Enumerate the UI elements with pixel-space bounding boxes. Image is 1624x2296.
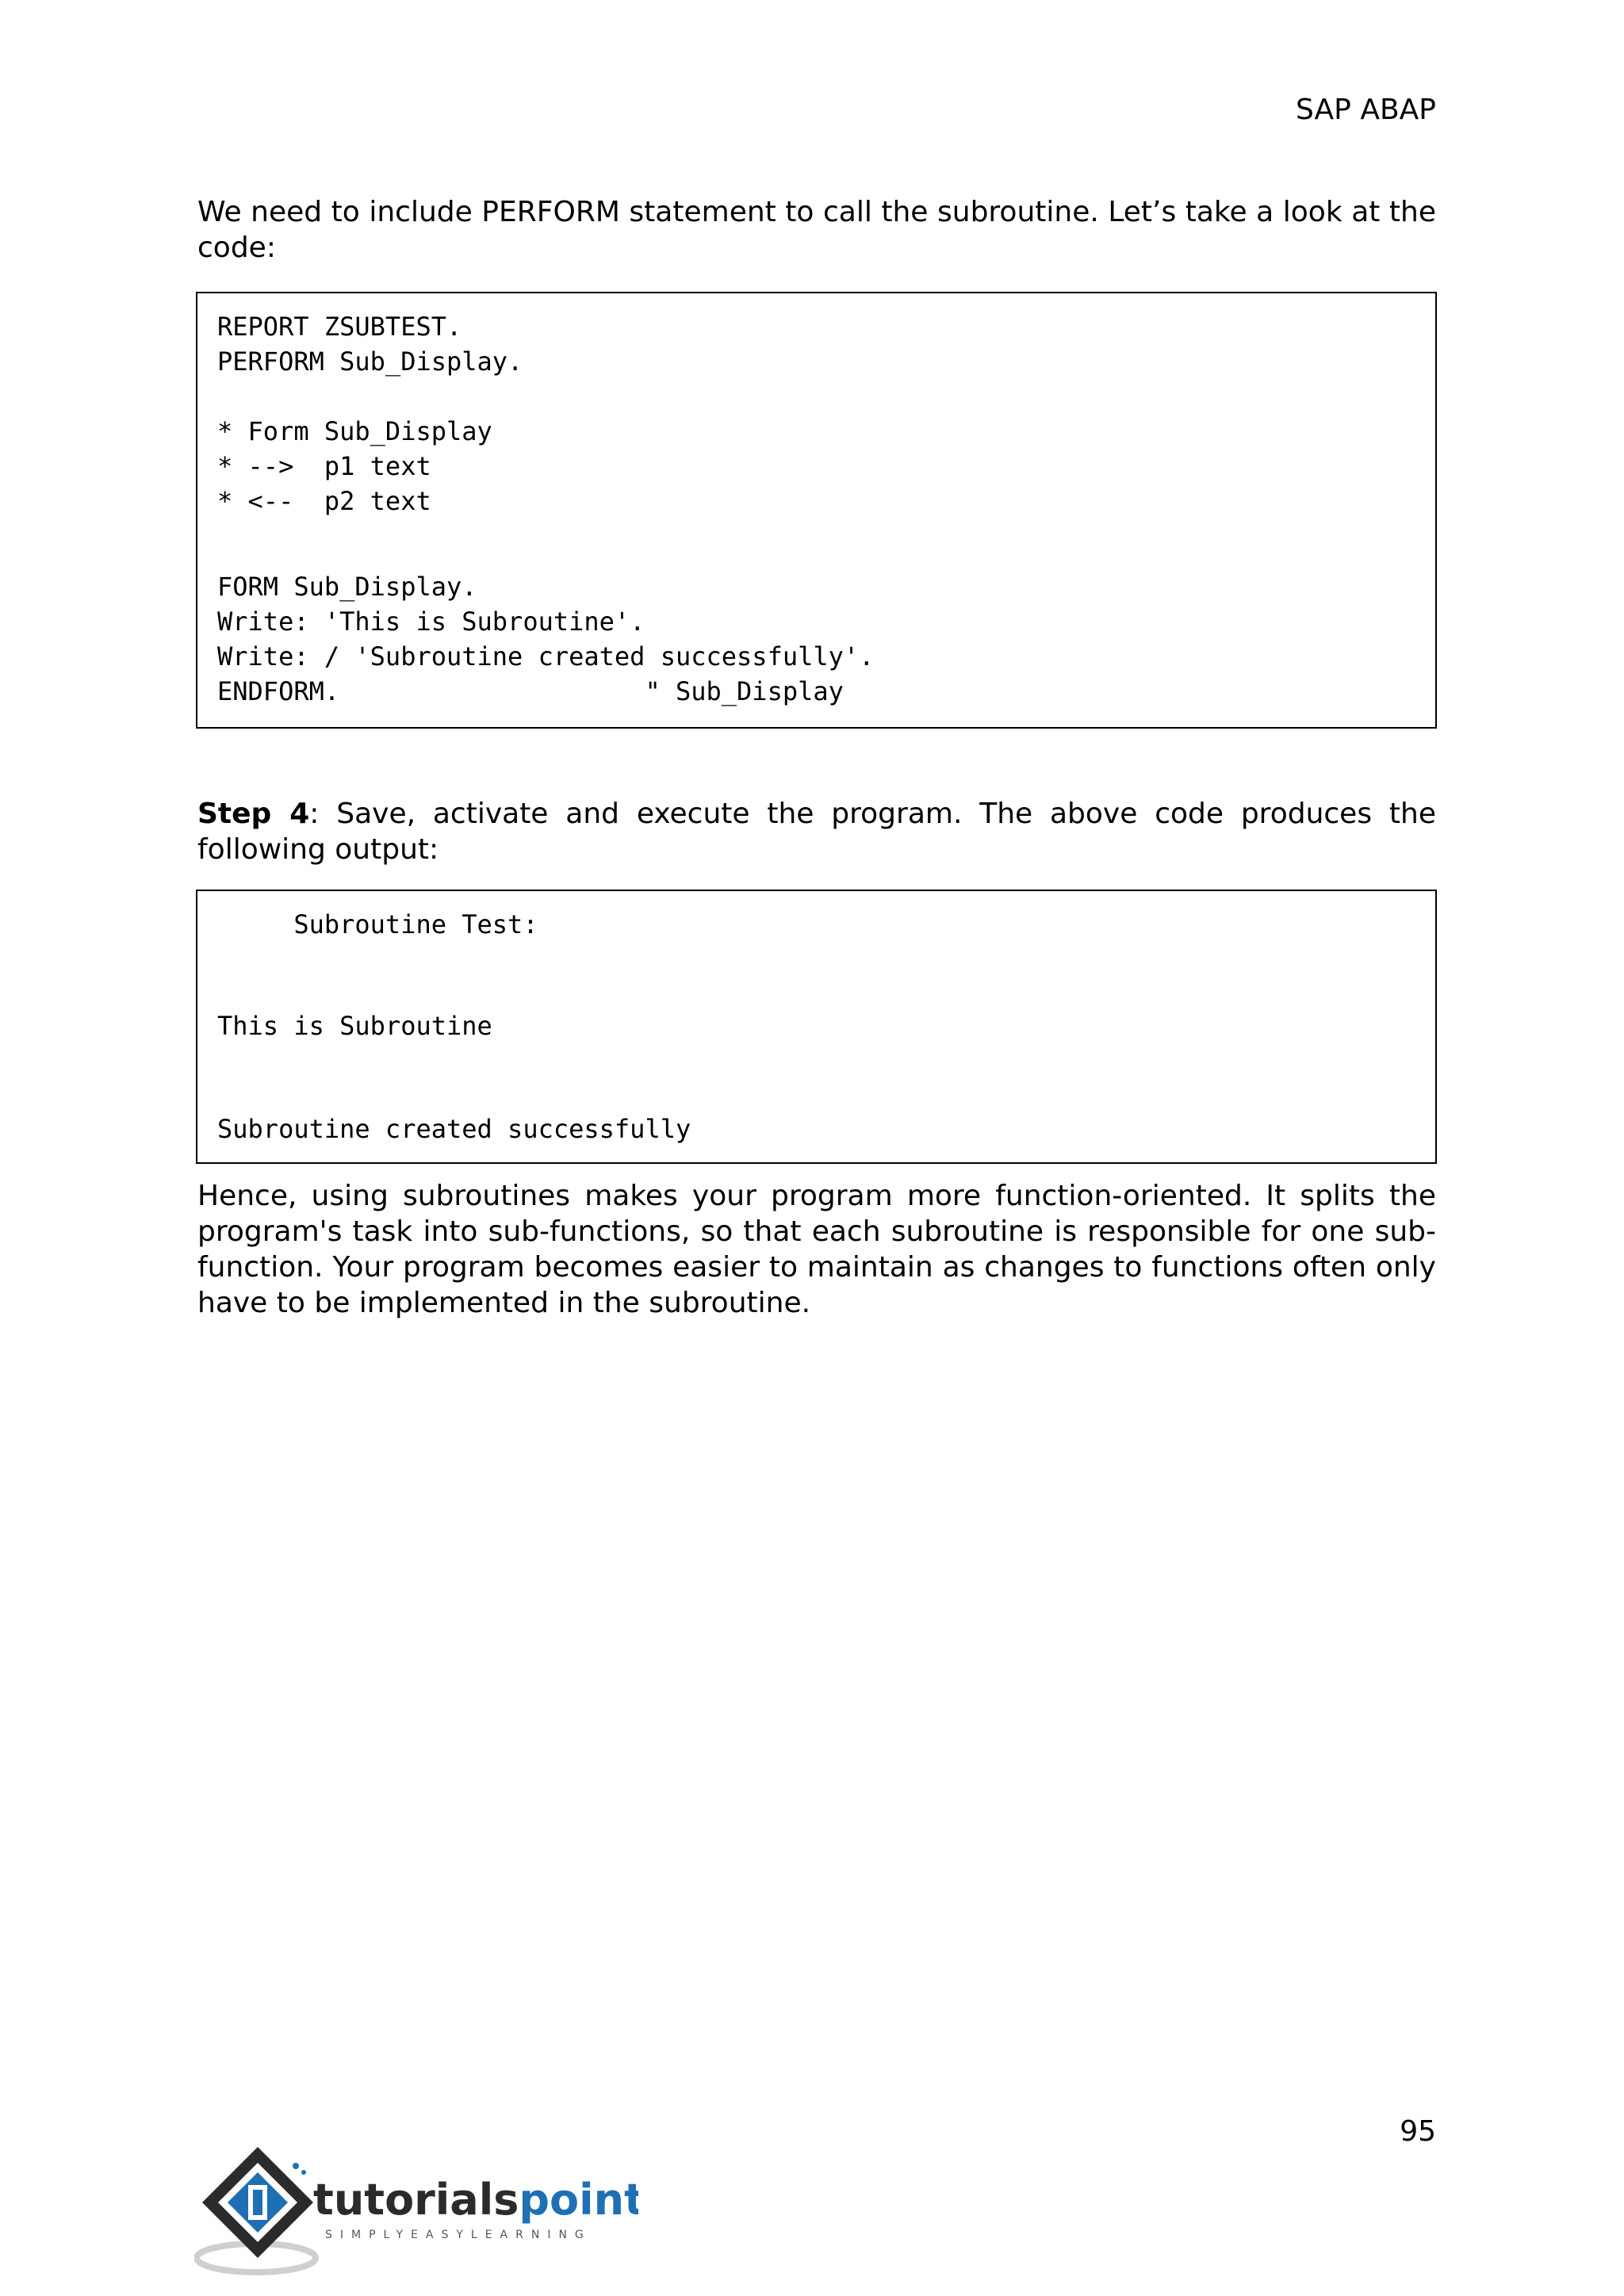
output-line: Subroutine created successfully [217, 1114, 691, 1144]
code-line: FORM Sub_Display. [217, 572, 477, 602]
output-line: Subroutine Test: [217, 909, 538, 939]
page-header-title: SAP ABAP [1296, 94, 1436, 126]
tutorialspoint-logo [194, 2139, 638, 2282]
code-line: * --> p1 text [217, 451, 431, 481]
page-number: 95 [1400, 2115, 1436, 2148]
step4-text: : Save, activate and execute the program. The above code produces the following output: [197, 798, 1436, 866]
code-line: Write: 'This is Subroutine'. [217, 607, 645, 637]
logo-icon [194, 2139, 638, 2282]
step4-label: Step 4 [197, 798, 310, 830]
code-line: Write: / 'Subroutine created successfully'. [217, 641, 875, 672]
logo-tagline: SIMPLYEASYLEARNING [325, 2229, 592, 2241]
code-line: * <-- p2 text [217, 486, 431, 516]
code-line: * Form Sub_Display [217, 416, 492, 446]
code-line: REPORT ZSUBTEST. [217, 312, 462, 342]
output-line: This is Subroutine [217, 1011, 492, 1041]
code-line: PERFORM Sub_Display. [217, 346, 523, 377]
logo-wordmark: tutorialspoint [313, 2175, 638, 2225]
code-block [196, 292, 1437, 729]
code-line: ENDFORM. " Sub_Display [217, 676, 844, 706]
step4-paragraph [197, 796, 1436, 867]
conclusion-paragraph: Hence, using subroutines makes your program more function-oriented. It splits the program's task into sub-functions, so that each subroutine is responsible for one sub-function. Your program becomes easier to maintain as changes to functions often only have to be implemented in the subroutine. [197, 1180, 1436, 1319]
output-block [196, 890, 1437, 1164]
intro-paragraph: We need to include PERFORM statement to call the subroutine. Let’s take a look at the code: [197, 196, 1436, 264]
